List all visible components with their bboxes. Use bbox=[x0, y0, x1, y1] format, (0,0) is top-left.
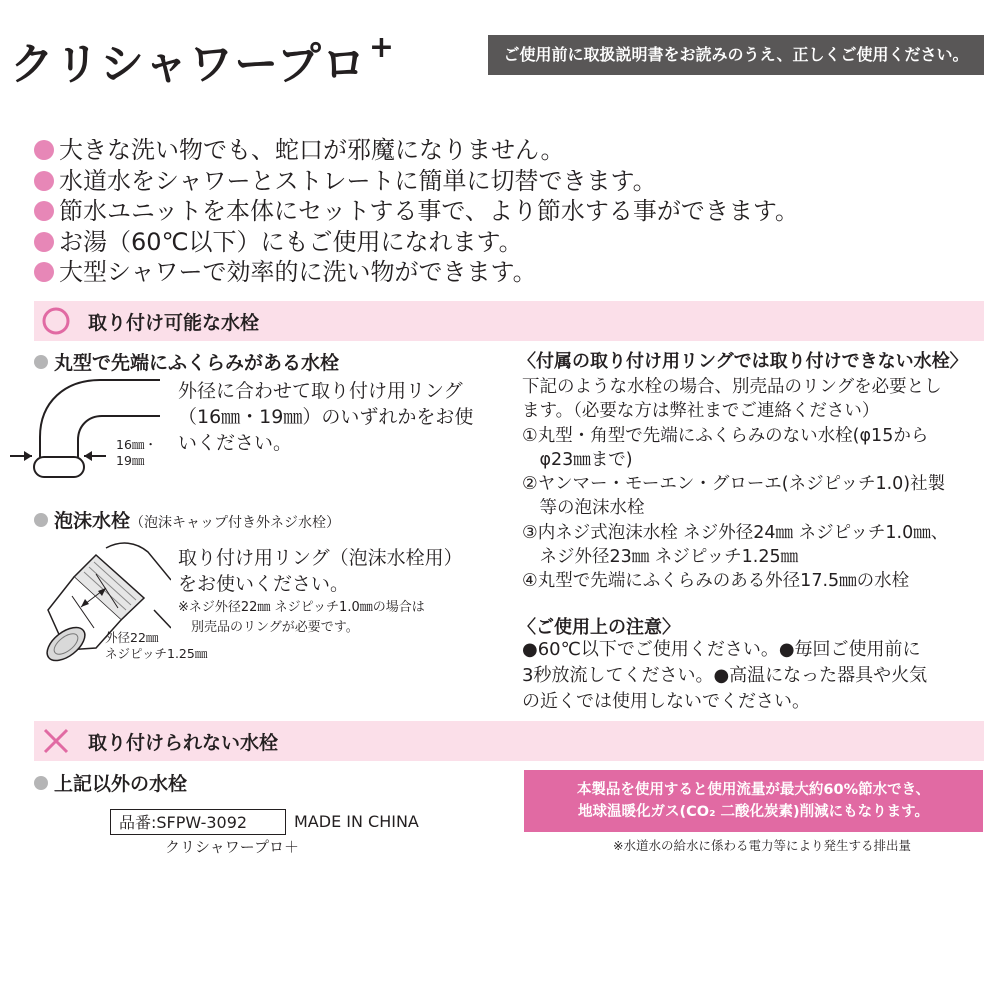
page-title bbox=[10, 28, 395, 92]
feature-item: 大型シャワーで効率的に洗い物ができます。 bbox=[34, 257, 799, 288]
foam-faucet-heading: 泡沫水栓（泡沫キャップ付き外ネジ水栓） bbox=[34, 506, 340, 533]
made-in-label: MADE IN CHINA bbox=[294, 812, 419, 831]
round-dimension-label: 16㎜・ 19㎜ bbox=[116, 437, 157, 468]
cross-ng-icon bbox=[36, 721, 76, 761]
bullet-dot-icon bbox=[34, 232, 54, 252]
round-faucet-heading: 丸型で先端にふくらみがある水栓 bbox=[34, 348, 339, 375]
water-saving-banner: 本製品を使用すると使用流量が最大約60%節水でき、 地球温暖化ガス(CO₂ 二酸化炭素)削減にもなります。 bbox=[524, 770, 983, 832]
usage-notice-banner: ご使用前に取扱説明書をお読みのうえ、正しくご使用ください。 bbox=[488, 35, 984, 75]
title-plus: + bbox=[368, 30, 396, 65]
bullet-dot-icon bbox=[34, 171, 54, 191]
model-number: 品番:SFPW-3092 bbox=[110, 809, 286, 835]
foam-dimension-label: 外径22㎜ ネジピッチ1.25㎜ bbox=[105, 630, 208, 661]
caution-heading: 〈ご使用上の注意〉 bbox=[518, 617, 680, 638]
foam-faucet-note: ※ネジ外径22㎜ ネジピッチ1.0㎜の場合は 別売品のリングが必要です。 bbox=[178, 600, 425, 635]
bullet-dot-icon bbox=[34, 262, 54, 282]
other-faucets-heading: 上記以外の水栓 bbox=[34, 769, 187, 796]
gray-dot-icon bbox=[34, 776, 48, 790]
product-name: クリシャワープロ＋ bbox=[165, 838, 299, 856]
compatible-section-label: 取り付け可能な水栓 bbox=[88, 311, 260, 334]
feature-item: 大きな洗い物でも、蛇口が邪魔になりません。 bbox=[34, 135, 799, 166]
compatible-section-header bbox=[34, 301, 984, 341]
round-faucet-description: 外径に合わせて取り付け用リング （16㎜・19㎜）のいずれかをお使 いください。 bbox=[178, 380, 474, 454]
gray-dot-icon bbox=[34, 355, 48, 369]
bullet-dot-icon bbox=[34, 201, 54, 221]
feature-list bbox=[34, 135, 799, 288]
caution-text: ●60℃以下でご使用ください。●毎回ご使用前に 3秒放流してください。●高温になった器具や火気 の近くでは使用しないでください。 bbox=[522, 639, 928, 712]
incompatible-section-label: 取り付けられない水栓 bbox=[88, 731, 279, 754]
bullet-dot-icon bbox=[34, 140, 54, 160]
ring-incompatible-heading: 〈付属の取り付け用リングでは取り付けできない水栓〉 bbox=[518, 351, 968, 372]
gray-dot-icon bbox=[34, 513, 48, 527]
feature-item: お湯（60℃以下）にもご使用になれます。 bbox=[34, 227, 799, 258]
incompatible-section-header bbox=[34, 721, 984, 761]
foam-faucet-description: 取り付け用リング（泡沫水栓用） をお使いください。 bbox=[178, 547, 463, 595]
feature-item: 節水ユニットを本体にセットする事で、より節水する事ができます。 bbox=[34, 196, 799, 227]
ring-incompatible-list: 下記のような水栓の場合、別売品のリングを必要とし ます。（必要な方は弊社までご連絡ください） ①丸型・角型で先端にふくらみのない水栓(φ15から φ23㎜まで) ②ヤンマー・モーエン・グローエ(ネジピッチ1.0)社製 等の泡沫水栓 ③内ネジ式泡沫水栓 ネジ外径24㎜ ネジピッチ1.0㎜、 ネジ外径23㎜ ネジピッチ1.25㎜ ④丸型で先端にふくらみのある外径17.5㎜の水栓 bbox=[522, 377, 949, 592]
round-faucet-illustration bbox=[10, 372, 160, 487]
emission-footnote: ※水道水の給水に係わる電力等により発生する排出量 bbox=[613, 838, 911, 853]
circle-ok-icon bbox=[36, 301, 76, 341]
feature-item: 水道水をシャワーとストレートに簡単に切替できます。 bbox=[34, 166, 799, 197]
title-text: クリシャワープロ bbox=[10, 39, 367, 90]
